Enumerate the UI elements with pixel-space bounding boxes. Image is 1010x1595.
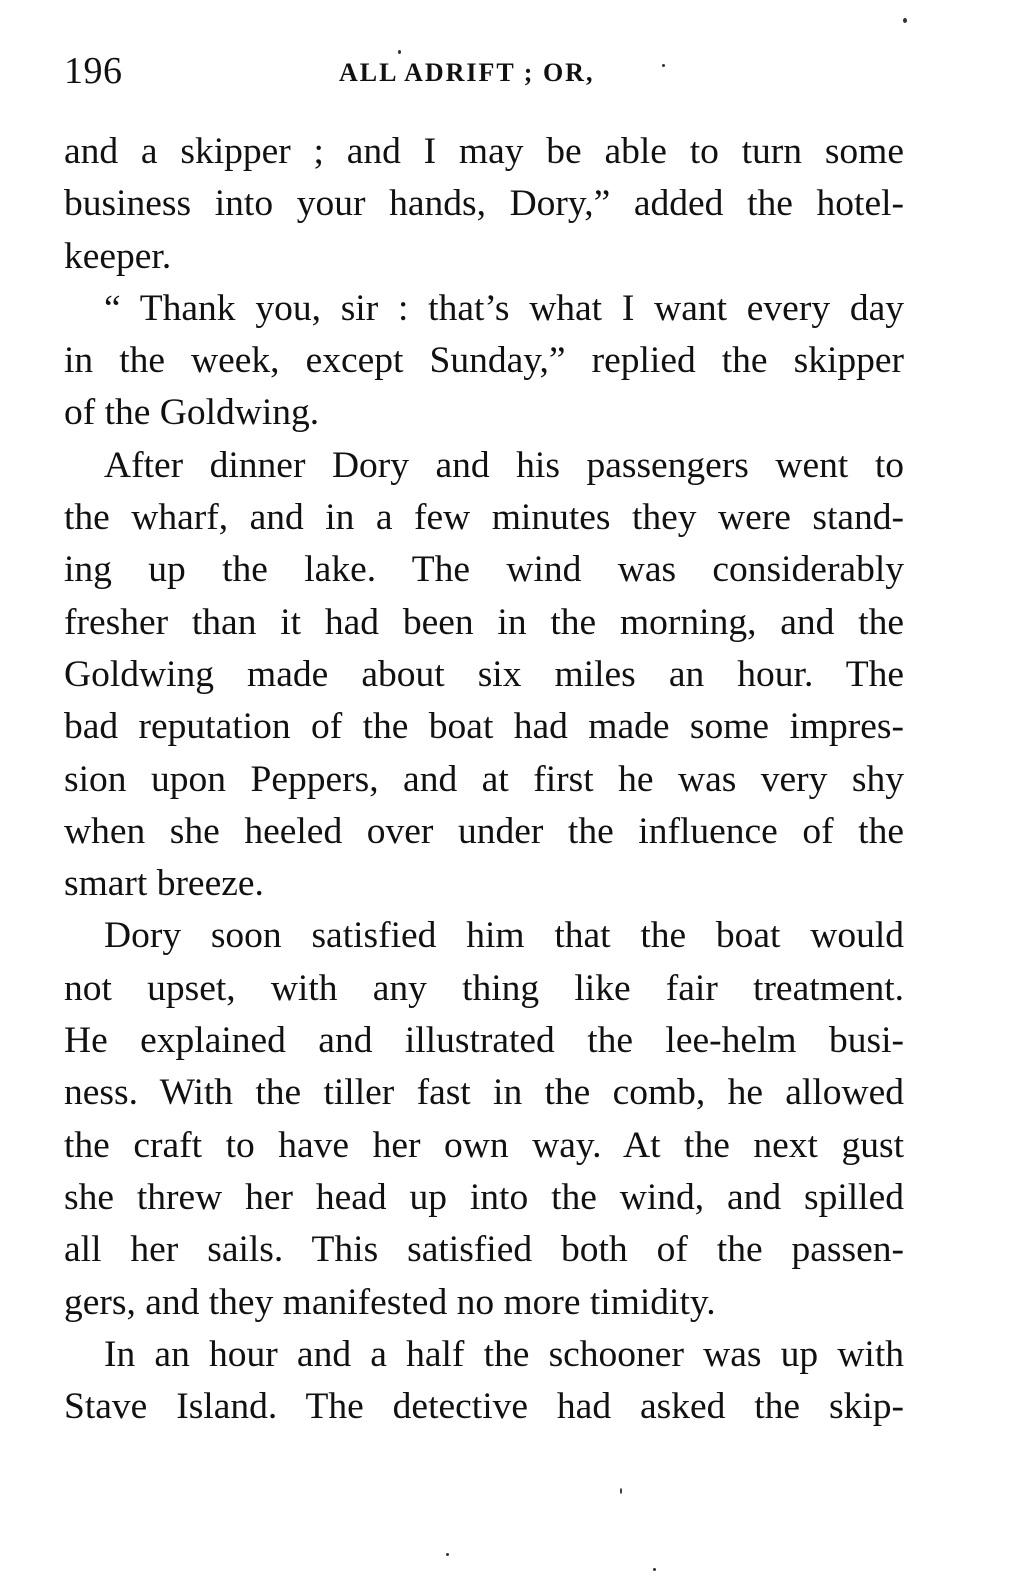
text-line: smart breeze. [64,863,264,905]
text-line: ness. With the tiller fast in the comb, he allowed [64,1072,904,1114]
scan-speck [398,50,401,54]
text-line: Stave Island. The detective had asked the skip- [64,1386,904,1428]
text-line: bad reputation of the boat had made some impres- [64,706,904,748]
running-head [64,46,904,96]
text-line: the craft to have her own way. At the next gust [64,1124,904,1166]
text-line: in the week, except Sunday,” replied the skipper [64,340,904,382]
scan-speck [446,1553,449,1556]
paragraph-start-line: After dinner Dory and his passengers went to [104,444,904,486]
scan-speck [903,18,907,23]
text-line: and a skipper ; and I may be able to turn some [64,131,904,172]
page-number: 196 [64,50,123,92]
text-line: business into your hands, Dory,” added the hotel- [64,183,904,225]
scan-speck [620,1488,622,1494]
text-line: keeper. [64,235,172,277]
text-line: when she heeled over under the influence of the [64,810,904,852]
text-line: sion upon Peppers, and at first he was very shy [64,758,904,800]
scan-speck [653,1568,656,1571]
paragraph-start-line: “ Thank you, sir : that’s what I want every day [104,287,904,329]
text-line: ing up the lake. The wind was considerably [64,549,904,591]
text-line: Goldwing made about six miles an hour. The [64,653,904,695]
running-title: ALL ADRIFT ; OR, [339,58,595,87]
text-line: not upset, with any thing like fair treatment. [64,967,904,1009]
paragraph-start-line: Dory soon satisfied him that the boat would [104,915,904,957]
text-line: the wharf, and in a few minutes they were stand- [64,497,904,539]
text-line: all her sails. This satisfied both of the passen- [64,1229,904,1271]
text-line: He explained and illustrated the lee-helm busi- [64,1020,904,1062]
scan-speck [662,64,665,67]
text-line: fresher than it had been in the morning, and the [64,601,904,643]
text-line: gers, and they manifested no more timidity. [64,1281,716,1323]
paragraph-start-line: In an hour and a half the schooner was up with [104,1333,904,1375]
text-line: of the Goldwing. [64,392,320,434]
body-text [64,126,904,1433]
text-line: she threw her head up into the wind, and spilled [64,1176,904,1218]
